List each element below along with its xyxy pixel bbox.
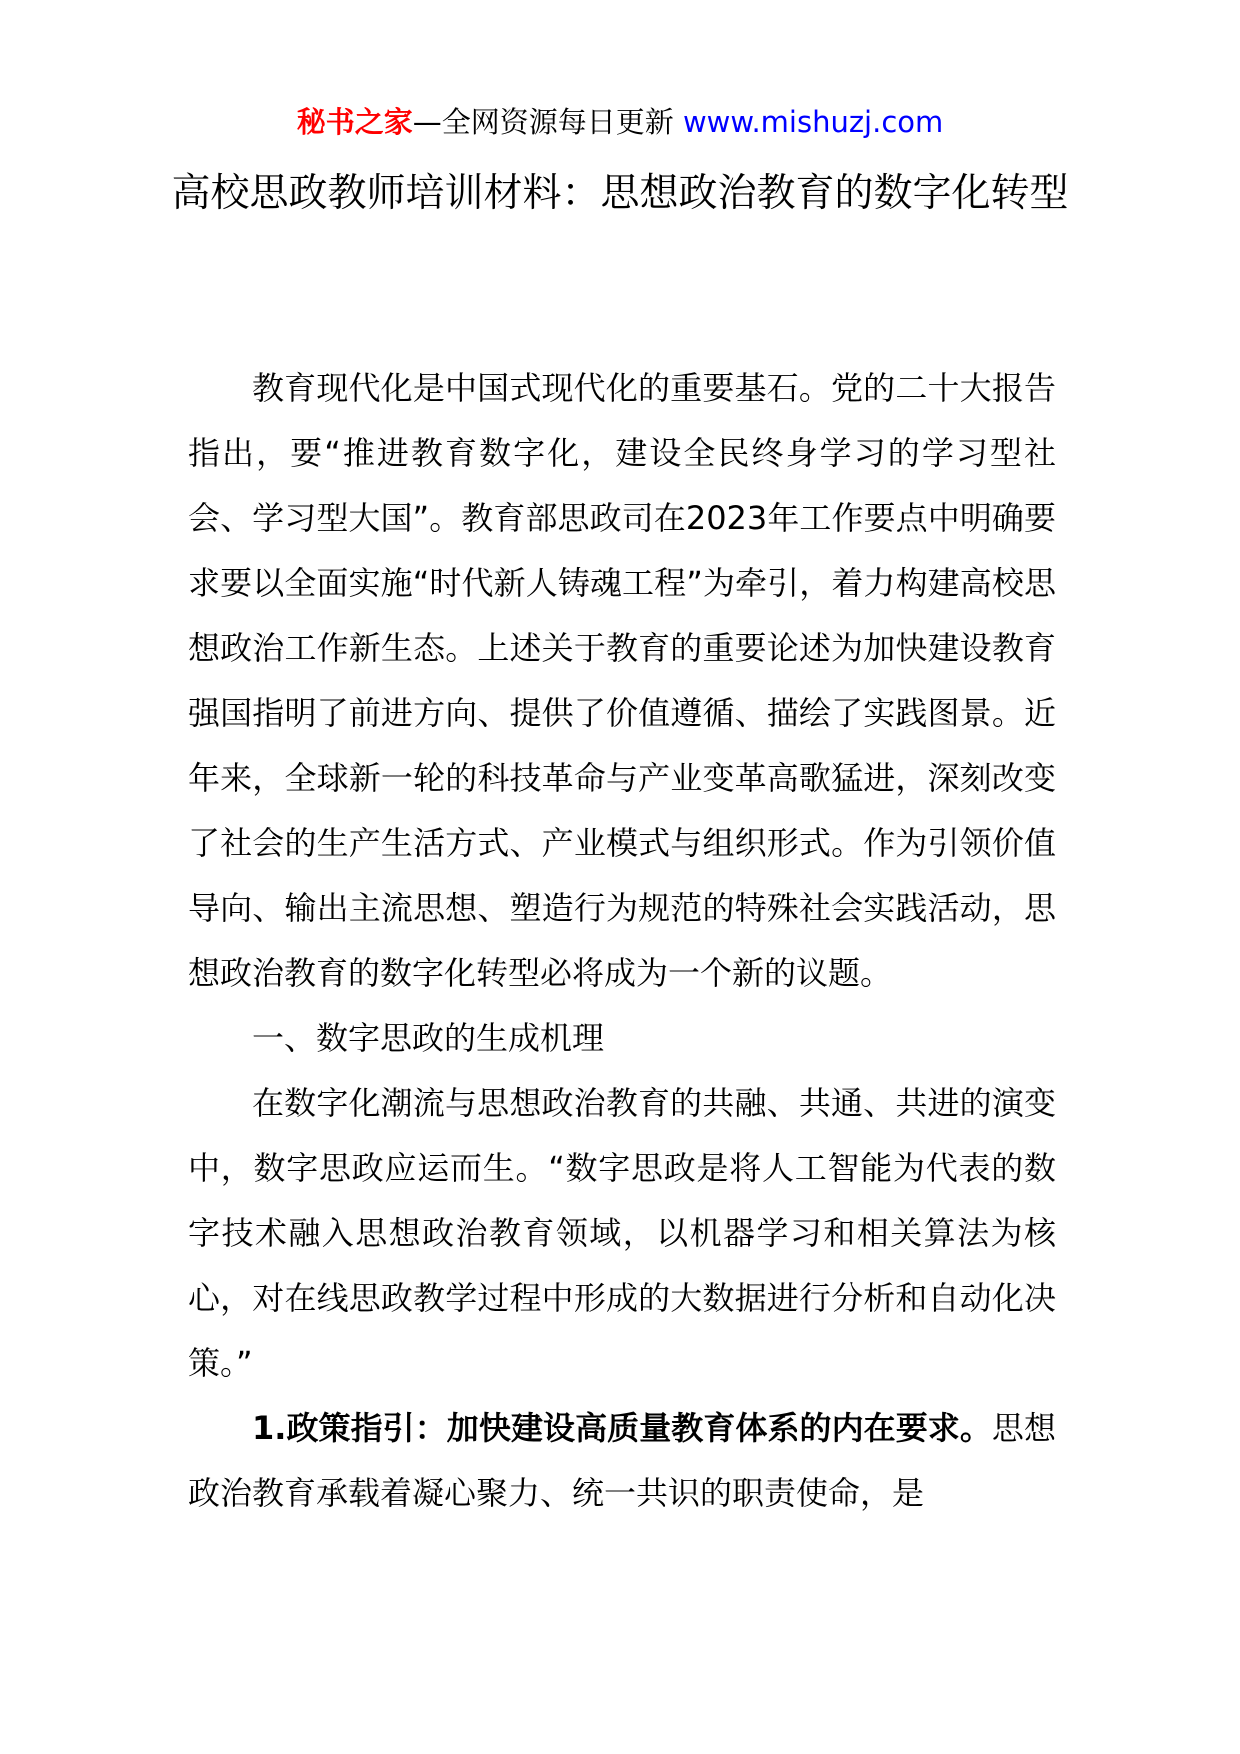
subsection-text: 思想政治教育承载着凝心聚力、统一共识的职责使命，是 — [188, 1409, 1056, 1512]
site-url-link[interactable]: www.mishuzj.com — [682, 105, 944, 139]
subsection-heading: 1.政策指引：加快建设高质量教育体系的内在要求。 — [252, 1409, 992, 1447]
intro-paragraph: 教育现代化是中国式现代化的重要基石。党的二十大报告指出，要“推进教育数字化，建设全民终身学习的学习型社会、学习型大国”。教育部思政司在2023年工作要点中明确要求要以全面实施“时代新人铸魂工程”为牵引，着力构建高校思想政治工作新生态。上述关于教育的重要论述为加快建设教育强国指明了前进方向、提供了价值遵循、描绘了实践图景。近年来，全球新一轮的科技革命与产业变革高歌猛进，深刻改变了社会的生产生活方式、产业模式与组织形式。作为引领价值导向、输出主流思想、塑造行为规范的特殊社会实践活动，思想政治教育的数字化转型必将成为一个新的议题。 — [188, 369, 1056, 992]
document-body — [188, 356, 1056, 1526]
section-heading: 一、数字思政的生成机理 — [252, 1019, 605, 1057]
definition-paragraph: 在数字化潮流与思想政治教育的共融、共通、共进的演变中，数字思政应运而生。“数字思政是将人工智能为代表的数字技术融入思想政治教育领域，以机器学习和相关算法为核心，对在线思政教学过程中形成的大数据进行分析和自动化决策。” — [188, 1084, 1056, 1382]
site-brand: 秘书之家 — [296, 105, 413, 139]
site-tagline: —全网资源每日更新 — [412, 105, 674, 139]
site-header — [0, 102, 1240, 142]
document-title: 高校思政教师培训材料：思想政治教育的数字化转型 — [171, 171, 1069, 216]
policy-paragraph — [188, 1396, 1056, 1526]
